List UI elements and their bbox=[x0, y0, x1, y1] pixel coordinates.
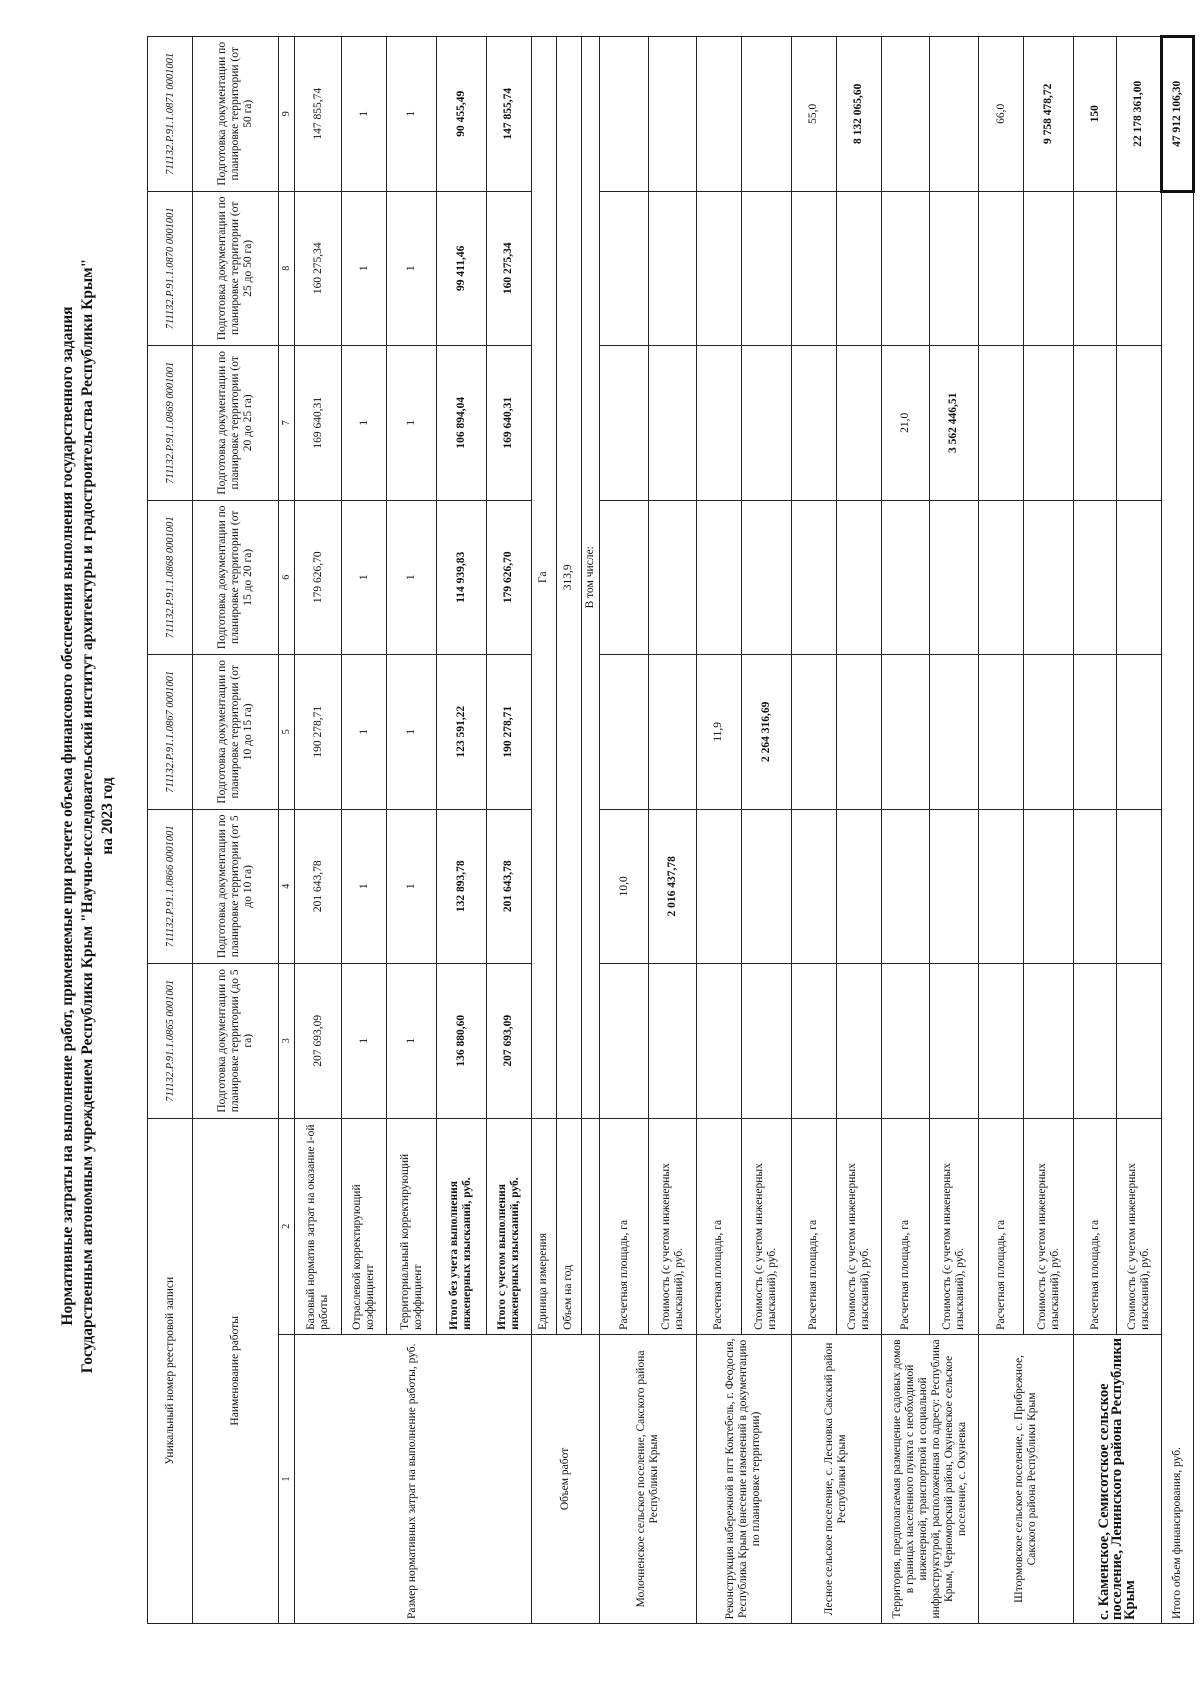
empty-cell bbox=[1116, 655, 1161, 810]
empty-cell bbox=[882, 500, 929, 655]
table-row bbox=[696, 37, 741, 1624]
empty-cell bbox=[742, 809, 792, 964]
empty-cell bbox=[791, 655, 836, 810]
empty-cell bbox=[1024, 346, 1074, 501]
registry-code: 711132.Р.91.1.0867 0001001 bbox=[148, 655, 193, 810]
empty-cell bbox=[649, 964, 696, 1119]
empty-cell bbox=[1116, 809, 1161, 964]
empty-cell bbox=[979, 809, 1024, 964]
work-name: Подготовка документации по планировке территории (от 25 до 50 га) bbox=[193, 191, 279, 346]
area-label: Расчетная площадь, га bbox=[599, 1118, 649, 1334]
empty-cell bbox=[836, 346, 881, 501]
empty-cell bbox=[649, 346, 696, 501]
object-name: Реконструкция набережной в пгт Коктебель, г. Феодосия, Республика Крым (внесение изменений в документацию по планировке территории) bbox=[696, 1334, 791, 1623]
cost-value: 207 693,09 bbox=[486, 964, 531, 1119]
cost-value: 169 640,31 bbox=[486, 346, 531, 501]
cost-table bbox=[147, 35, 1195, 1624]
cost-value: 169 640,31 bbox=[294, 346, 341, 501]
work-name: Подготовка документации по планировке территории (от 20 до 25 га) bbox=[193, 346, 279, 501]
area-label: Расчетная площадь, га bbox=[882, 1118, 929, 1334]
object-area: 55,0 bbox=[791, 37, 836, 192]
empty-cell bbox=[929, 37, 979, 192]
empty-cell bbox=[696, 964, 741, 1119]
cost-value: 179 626,70 bbox=[486, 500, 531, 655]
cost-label: Стоимость (с учетом инженерных изысканий), руб. bbox=[649, 1118, 696, 1334]
cost-value: 207 693,09 bbox=[294, 964, 341, 1119]
col-number: 7 bbox=[279, 346, 295, 501]
cost-value: 160 275,34 bbox=[294, 191, 341, 346]
object-cost: 2 016 437,78 bbox=[649, 809, 696, 964]
empty-cell bbox=[1116, 500, 1161, 655]
table-row bbox=[279, 37, 295, 1624]
empty-cell bbox=[929, 809, 979, 964]
cost-label: Стоимость (с учетом инженерных изысканий), руб. bbox=[742, 1118, 792, 1334]
empty-cell bbox=[696, 191, 741, 346]
table-row bbox=[599, 37, 649, 1624]
cost-label: Стоимость (с учетом инженерных изысканий), руб. bbox=[929, 1118, 979, 1334]
empty-cell bbox=[649, 500, 696, 655]
cost-value: 147 855,74 bbox=[294, 37, 341, 192]
table-row bbox=[531, 37, 556, 1624]
empty-cell bbox=[979, 964, 1024, 1119]
empty-cell bbox=[696, 809, 741, 964]
empty-cell bbox=[979, 191, 1024, 346]
including-label: В том числе: bbox=[581, 37, 599, 1119]
total-label: Итого объем финансирования, руб. bbox=[1162, 191, 1194, 1623]
registry-code: 711132.Р.91.1.0869 0001001 bbox=[148, 346, 193, 501]
cost-value: 1 bbox=[387, 500, 437, 655]
total-value: 47 912 106,30 bbox=[1162, 37, 1194, 192]
object-name: Территория, предполагаемая размещение садовых домов в границах населенного пункта с необходимой инженерной, транспортной и социальной инфраструктурой, расположенная по адресу: Республика Крым, Черноморский район, Окуневское сельское поселение, с. Окуневка bbox=[882, 1334, 979, 1623]
cost-value: 123 591,22 bbox=[437, 655, 487, 810]
empty-cell bbox=[649, 191, 696, 346]
title-line-3: на 2023 год bbox=[99, 777, 116, 855]
registry-label: Уникальный номер реестровой записи bbox=[148, 1118, 193, 1623]
empty-cell bbox=[1074, 655, 1117, 810]
empty-cell bbox=[742, 191, 792, 346]
object-area: 11,9 bbox=[696, 655, 741, 810]
cost-row-label: Отраслевой корректирующий коэффициент bbox=[342, 1118, 387, 1334]
empty-cell bbox=[599, 346, 649, 501]
empty-cell bbox=[649, 655, 696, 810]
empty-cell bbox=[1074, 191, 1117, 346]
cost-value: 1 bbox=[342, 655, 387, 810]
object-name: Лесное сельское поселение, с. Лесновка Сакский район Республики Крым bbox=[791, 1334, 881, 1623]
object-area: 21,0 bbox=[882, 346, 929, 501]
object-area: 10,0 bbox=[599, 809, 649, 964]
object-cost: 8 132 065,60 bbox=[836, 37, 881, 192]
work-name: Подготовка документации по планировке территории (от 50 га) bbox=[193, 37, 279, 192]
title-line-1: Нормативные затраты на выполнение работ, применяемые при расчете объема финансового обеспечения выполнения государственного задания bbox=[59, 306, 76, 1326]
object-area: 66,0 bbox=[979, 37, 1024, 192]
empty-cell bbox=[882, 964, 929, 1119]
empty-cell bbox=[836, 809, 881, 964]
cost-value: 1 bbox=[387, 37, 437, 192]
object-name: с. Каменское, Семисотское сельское поселение, Ленинского района Республики Крым bbox=[1074, 1334, 1162, 1623]
area-label: Расчетная площадь, га bbox=[791, 1118, 836, 1334]
empty-cell bbox=[1116, 964, 1161, 1119]
cost-value: 1 bbox=[387, 346, 437, 501]
empty-cell bbox=[836, 964, 881, 1119]
year-volume-value: 313,9 bbox=[556, 37, 581, 1119]
empty-cell bbox=[979, 655, 1024, 810]
work-name: Подготовка документации по планировке территории (до 5 га) bbox=[193, 964, 279, 1119]
empty-cell bbox=[742, 37, 792, 192]
costs-section-label: Размер нормативных затрат на выполнение работы, руб. bbox=[294, 1334, 531, 1623]
empty-cell bbox=[649, 37, 696, 192]
col-number: 9 bbox=[279, 37, 295, 192]
object-cost: 9 758 478,72 bbox=[1024, 37, 1074, 192]
empty-cell bbox=[1116, 346, 1161, 501]
empty-cell bbox=[742, 964, 792, 1119]
registry-code: 711132.Р.91.1.0871 0001001 bbox=[148, 37, 193, 192]
title-line-2: Государственным автономным учреждением Республики Крым "Научно-исследовательский институт архитектуры и градостроительства Республики Крым" bbox=[79, 258, 96, 1374]
empty-cell bbox=[979, 500, 1024, 655]
empty-cell bbox=[929, 500, 979, 655]
empty-cell bbox=[1074, 809, 1117, 964]
empty-cell bbox=[791, 346, 836, 501]
col-number: 1 bbox=[279, 1334, 295, 1623]
cost-label: Стоимость (с учетом инженерных изысканий), руб. bbox=[1116, 1118, 1161, 1334]
empty-cell bbox=[1024, 191, 1074, 346]
table-row bbox=[294, 37, 341, 1624]
document-title bbox=[58, 56, 118, 1576]
unit-label: Единица измерения bbox=[531, 1118, 556, 1334]
empty-cell bbox=[929, 964, 979, 1119]
work-name: Подготовка документации по планировке территории (от 10 до 15 га) bbox=[193, 655, 279, 810]
table-row bbox=[1162, 37, 1194, 1624]
table-row bbox=[148, 37, 193, 1624]
col-number: 3 bbox=[279, 964, 295, 1119]
unit-value: Га bbox=[531, 37, 556, 1119]
empty-cell bbox=[696, 37, 741, 192]
object-cost: 3 562 446,51 bbox=[929, 346, 979, 501]
empty-cell bbox=[929, 191, 979, 346]
cost-value: 201 643,78 bbox=[294, 809, 341, 964]
registry-code: 711132.Р.91.1.0870 0001001 bbox=[148, 191, 193, 346]
object-cost: 2 264 316,69 bbox=[742, 655, 792, 810]
cost-value: 1 bbox=[387, 655, 437, 810]
empty-cell bbox=[882, 191, 929, 346]
empty-cell bbox=[791, 809, 836, 964]
cost-value: 1 bbox=[342, 37, 387, 192]
table-row bbox=[979, 37, 1024, 1624]
empty-cell bbox=[791, 500, 836, 655]
empty-cell bbox=[742, 500, 792, 655]
empty-cell bbox=[696, 500, 741, 655]
empty-cell bbox=[882, 37, 929, 192]
empty-cell bbox=[599, 655, 649, 810]
cost-value: 1 bbox=[342, 809, 387, 964]
empty-cell bbox=[836, 191, 881, 346]
cost-value: 99 411,46 bbox=[437, 191, 487, 346]
cost-value: 1 bbox=[387, 964, 437, 1119]
cost-row-label: Территориальный корректирующий коэффициент bbox=[387, 1118, 437, 1334]
empty-cell bbox=[836, 655, 881, 810]
empty-cell bbox=[929, 655, 979, 810]
cost-value: 147 855,74 bbox=[486, 37, 531, 192]
spacer-cell bbox=[581, 1118, 599, 1334]
object-name: Молочненское сельское поселение, Сакского района Республики Крым bbox=[599, 1334, 696, 1623]
table-row bbox=[193, 37, 279, 1624]
registry-code: 711132.Р.91.1.0868 0001001 bbox=[148, 500, 193, 655]
work-name: Подготовка документации по планировке территории (от 15 до 20 га) bbox=[193, 500, 279, 655]
empty-cell bbox=[599, 191, 649, 346]
area-label: Расчетная площадь, га bbox=[979, 1118, 1024, 1334]
col-number: 4 bbox=[279, 809, 295, 964]
empty-cell bbox=[1024, 500, 1074, 655]
cost-row-label: Итого с учетом выполнения инженерных изысканий, руб. bbox=[486, 1118, 531, 1334]
empty-cell bbox=[791, 191, 836, 346]
table-row bbox=[791, 37, 836, 1624]
cost-value: 90 455,49 bbox=[437, 37, 487, 192]
empty-cell bbox=[696, 346, 741, 501]
empty-cell bbox=[882, 655, 929, 810]
object-cost: 22 178 361,00 bbox=[1116, 37, 1161, 192]
cost-row-label: Итого без учета выполнения инженерных изысканий, руб. bbox=[437, 1118, 487, 1334]
work-name-label: Наименование работы bbox=[193, 1118, 279, 1623]
table-row bbox=[1074, 37, 1117, 1624]
work-name: Подготовка документации по планировке территории (от 5 до 10 га) bbox=[193, 809, 279, 964]
cost-value: 160 275,34 bbox=[486, 191, 531, 346]
empty-cell bbox=[1116, 191, 1161, 346]
empty-cell bbox=[599, 37, 649, 192]
year-volume-label: Объем на год bbox=[556, 1118, 581, 1334]
cost-value: 136 880,60 bbox=[437, 964, 487, 1119]
empty-cell bbox=[1024, 809, 1074, 964]
cost-value: 1 bbox=[342, 964, 387, 1119]
empty-cell bbox=[1024, 655, 1074, 810]
registry-code: 711132.Р.91.1.0865 0001001 bbox=[148, 964, 193, 1119]
cost-value: 1 bbox=[387, 809, 437, 964]
cost-row-label: Базовый норматив затрат на оказание i-ой работы bbox=[294, 1118, 341, 1334]
object-name: Штормовское сельское поселение, с. Прибрежное, Сакского района Республики Крым bbox=[979, 1334, 1074, 1623]
empty-cell bbox=[1074, 964, 1117, 1119]
cost-value: 132 893,78 bbox=[437, 809, 487, 964]
empty-cell bbox=[836, 500, 881, 655]
col-number: 6 bbox=[279, 500, 295, 655]
empty-cell bbox=[979, 346, 1024, 501]
empty-cell bbox=[791, 964, 836, 1119]
cost-label: Стоимость (с учетом инженерных изысканий), руб. bbox=[1024, 1118, 1074, 1334]
cost-value: 114 939,83 bbox=[437, 500, 487, 655]
cost-value: 1 bbox=[342, 191, 387, 346]
cost-value: 179 626,70 bbox=[294, 500, 341, 655]
cost-value: 201 643,78 bbox=[486, 809, 531, 964]
col-number: 8 bbox=[279, 191, 295, 346]
volume-section-label: Объем работ bbox=[531, 1334, 599, 1623]
cost-value: 1 bbox=[387, 191, 437, 346]
area-label: Расчетная площадь, га bbox=[696, 1118, 741, 1334]
empty-cell bbox=[882, 809, 929, 964]
table-row bbox=[882, 37, 929, 1624]
empty-cell bbox=[1074, 346, 1117, 501]
col-number: 5 bbox=[279, 655, 295, 810]
cost-value: 190 278,71 bbox=[294, 655, 341, 810]
cost-value: 106 894,04 bbox=[437, 346, 487, 501]
empty-cell bbox=[1024, 964, 1074, 1119]
object-area: 150 bbox=[1074, 37, 1117, 192]
cost-value: 1 bbox=[342, 500, 387, 655]
cost-label: Стоимость (с учетом инженерных изысканий), руб. bbox=[836, 1118, 881, 1334]
empty-cell bbox=[599, 500, 649, 655]
empty-cell bbox=[599, 964, 649, 1119]
col-number: 2 bbox=[279, 1118, 295, 1334]
empty-cell bbox=[742, 346, 792, 501]
cost-value: 1 bbox=[342, 346, 387, 501]
cost-value: 190 278,71 bbox=[486, 655, 531, 810]
empty-cell bbox=[1074, 500, 1117, 655]
registry-code: 711132.Р.91.1.0866 0001001 bbox=[148, 809, 193, 964]
area-label: Расчетная площадь, га bbox=[1074, 1118, 1117, 1334]
